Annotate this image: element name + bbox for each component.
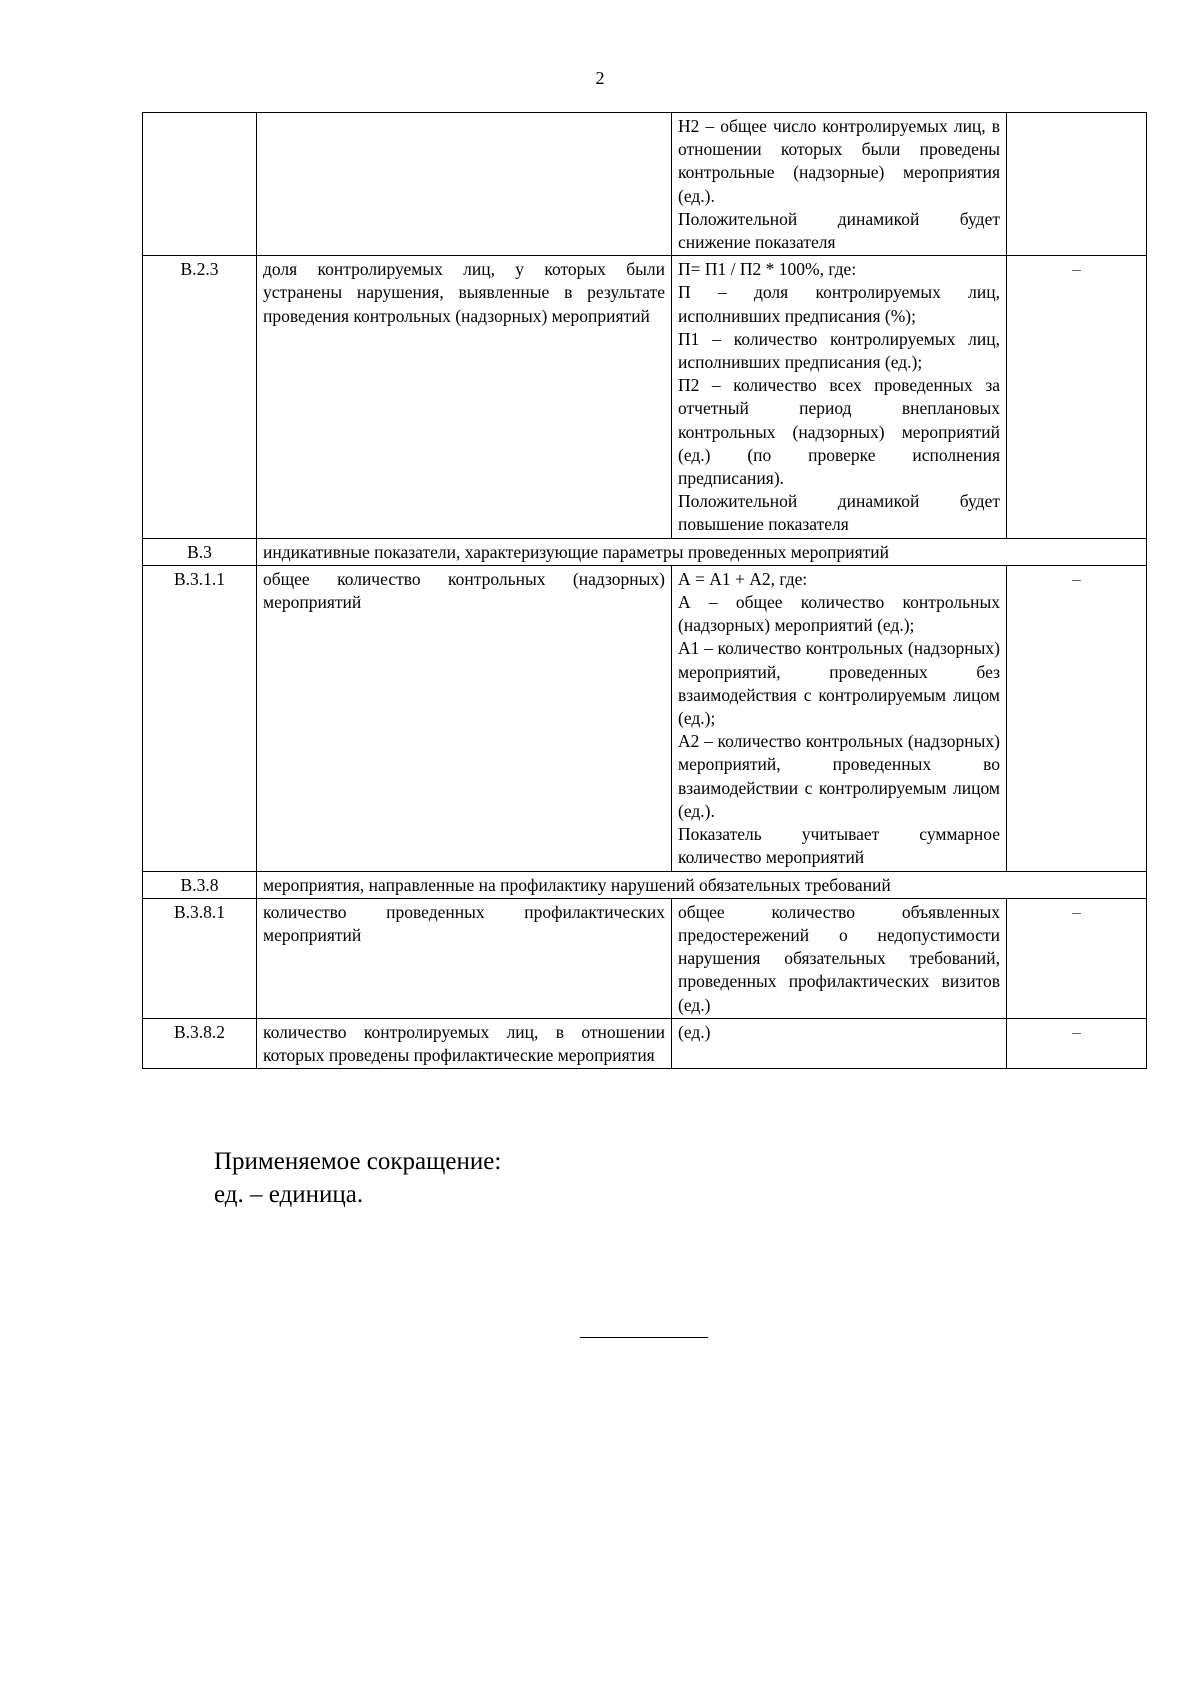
closing-divider bbox=[580, 1337, 708, 1338]
table-row bbox=[143, 256, 1147, 538]
indicators-table bbox=[142, 112, 1147, 1069]
table-row bbox=[143, 1018, 1147, 1068]
formula-line: А = А1 + А2, где: bbox=[678, 568, 808, 589]
formula-line: П1 – количество контролируемых лиц, исполнивших предписания (ед.); bbox=[678, 328, 1000, 373]
indicator-name bbox=[257, 113, 672, 256]
indicator-formula bbox=[672, 1018, 1007, 1068]
indicator-code: В.3.1.1 bbox=[143, 565, 257, 871]
indicator-name: общее количество контрольных (надзорных) мероприятий bbox=[257, 565, 672, 871]
table-row bbox=[143, 898, 1147, 1018]
indicator-formula bbox=[672, 898, 1007, 1018]
formula-line: Н2 – общее число контролируемых лиц, в отношении которых были проведены контрольные (надзорные) мероприятия (ед.). bbox=[678, 116, 1000, 206]
section-code: В.3.8 bbox=[143, 871, 257, 898]
formula-line: Показатель учитывает суммарное количество мероприятий bbox=[678, 824, 1000, 868]
section-title: мероприятия, направленные на профилактику нарушений обязательных требований bbox=[257, 871, 1147, 898]
indicator-name: доля контролируемых лиц, у которых были устранены нарушения, выявленные в результате проведения контрольных (надзорных) мероприятий bbox=[257, 256, 672, 538]
page-number: 2 bbox=[595, 68, 605, 88]
indicator-name: количество контролируемых лиц, в отношении которых проведены профилактические мероприятия bbox=[257, 1018, 672, 1068]
formula-line: А2 – количество контрольных (надзорных) мероприятий, проведенных во взаимодействии с контролируемым лицом (ед.). bbox=[678, 731, 1000, 821]
indicator-value bbox=[1007, 113, 1147, 256]
formula-line: Положительной динамикой будет снижение показателя bbox=[678, 208, 1000, 253]
indicator-name: количество проведенных профилактических мероприятий bbox=[257, 898, 672, 1018]
indicator-code: В.3.8.1 bbox=[143, 898, 257, 1018]
indicator-value: – bbox=[1007, 1018, 1147, 1068]
formula-line: общее количество объявленных предостережений о недопустимости нарушения обязательных требований, проведенных профилактических визитов (ед.) bbox=[678, 901, 1000, 1015]
indicator-code bbox=[143, 113, 257, 256]
section-title: индикативные показатели, характеризующие параметры проведенных мероприятий bbox=[257, 538, 1147, 565]
formula-line: А – общее количество контрольных (надзорных) мероприятий (ед.); bbox=[678, 592, 1000, 636]
indicator-formula bbox=[672, 565, 1007, 871]
formula-line: А1 – количество контрольных (надзорных) мероприятий, проведенных без взаимодействия с контролируемым лицом (ед.); bbox=[678, 638, 1000, 729]
indicator-value: – bbox=[1007, 565, 1147, 871]
indicator-value: – bbox=[1007, 898, 1147, 1018]
indicator-value: – bbox=[1007, 256, 1147, 538]
formula-line: П= П1 / П2 * 100%, где: bbox=[678, 259, 857, 280]
abbreviation-heading: Применяемое сокращение: bbox=[214, 1148, 502, 1175]
formula-line: П – доля контролируемых лиц, исполнивших предписания (%); bbox=[678, 282, 1000, 326]
formula-line: П2 – количество всех проведенных за отчетный период внеплановых контрольных (надзорных) мероприятий (ед.) (по проверке исполнения предписания). bbox=[678, 375, 1000, 489]
indicator-formula bbox=[672, 113, 1007, 256]
section-code: В.3 bbox=[143, 538, 257, 565]
abbreviation-item: ед. – единица. bbox=[214, 1181, 364, 1208]
abbreviation-note bbox=[214, 1145, 501, 1211]
table-row bbox=[143, 113, 1147, 256]
indicator-code: В.2.3 bbox=[143, 256, 257, 538]
indicator-code: В.3.8.2 bbox=[143, 1018, 257, 1068]
section-row bbox=[143, 871, 1147, 898]
indicator-formula bbox=[672, 256, 1007, 538]
table-row bbox=[143, 565, 1147, 871]
formula-line: Положительной динамикой будет повышение показателя bbox=[678, 491, 1000, 535]
section-row bbox=[143, 538, 1147, 565]
formula-line: (ед.) bbox=[678, 1021, 711, 1042]
